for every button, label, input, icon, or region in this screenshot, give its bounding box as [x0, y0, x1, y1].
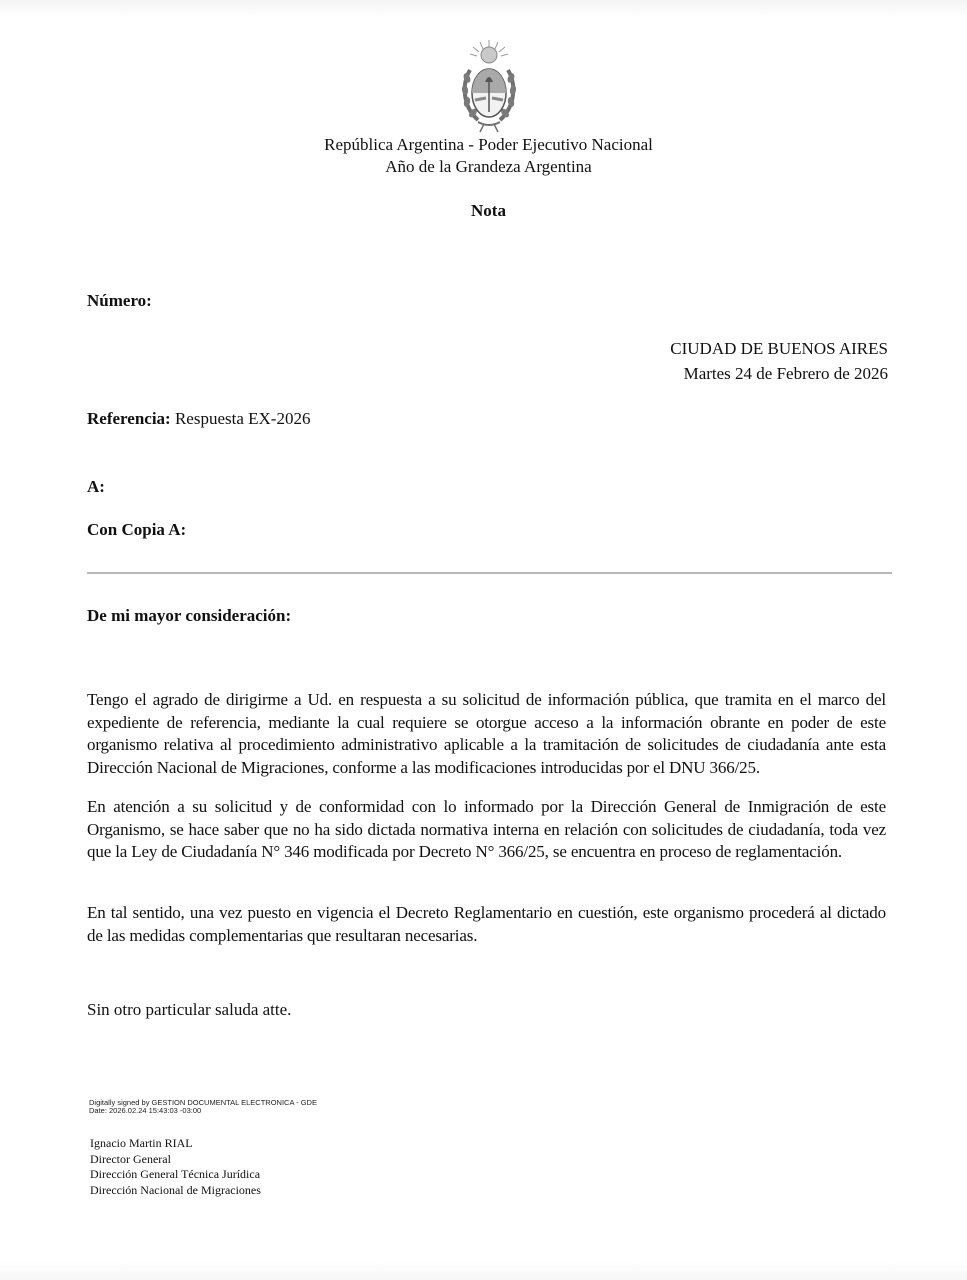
closing: Sin otro particular saluda atte. [87, 1000, 292, 1019]
header-divider [87, 572, 892, 574]
digital-signed-by: Digitally signed by GESTION DOCUMENTAL ELECTRONICA - GDE [89, 1098, 317, 1107]
body-paragraph: En atención a su solicitud y de conformidad con lo informado por la Dirección General de Inmigración de este Organismo, se hace saber que no ha sido dictada normativa interna en relación con solicitudes de ciudadanía, toda vez que la Ley de Ciudadanía N° 346 modificada por Decreto N° 366/25, se encuentra en proceso de reglamentación. [87, 797, 886, 861]
place: CIUDAD DE BUENOS AIRES [670, 339, 888, 358]
numero-label: Número: [87, 291, 152, 310]
salutation: De mi mayor consideración: [87, 606, 292, 625]
referencia-label: Referencia: [87, 409, 171, 428]
signer-block [90, 1136, 261, 1198]
signer-title: Director General [90, 1151, 171, 1166]
referencia-value: Respuesta EX-2026 [174, 409, 311, 428]
digital-signature-date: Date: 2026.02.24 15:43:03 -03:00 [89, 1106, 202, 1115]
date: Martes 24 de Febrero de 2026 [683, 364, 888, 383]
recipient-field [87, 477, 105, 497]
body-paragraph: En tal sentido, una vez puesto en vigencia el Decreto Reglamentario en cuestión, este organismo procederá al dictado de las medidas complementarias que resultaran necesarias. [87, 903, 886, 945]
digital-signature-stamp [89, 1099, 317, 1115]
argentina-coat-of-arms-icon [458, 38, 520, 134]
body-paragraph: Tengo el agrado de dirigirme a Ud. en respuesta a su solicitud de información pública, que tramita en el marco del expediente de referencia, mediante la cual requiere se otorgue acceso a la información obrante en poder de este organismo relativa al procedimiento administrativo aplicable a la tramitación de solicitudes de ciudadanía ante esta Dirección Nacional de Migraciones, conforme a las modificaciones introducidas por el DNU 366/25. [87, 690, 886, 777]
header-subtitle: Año de la Grandeza Argentina [385, 157, 592, 176]
cc-field [87, 520, 186, 540]
document-type: Nota [471, 201, 506, 220]
recipient-label: A: [87, 477, 105, 496]
signer-name: Ignacio Martin RIAL [90, 1136, 193, 1150]
header-title: República Argentina - Poder Ejecutivo Nacional [324, 135, 653, 154]
signer-organization: Dirección Nacional de Migraciones [90, 1182, 261, 1197]
cc-label: Con Copia A: [87, 520, 187, 539]
numero-field [87, 291, 152, 311]
referencia-field [87, 409, 310, 429]
signer-department: Dirección General Técnica Jurídica [90, 1167, 261, 1181]
